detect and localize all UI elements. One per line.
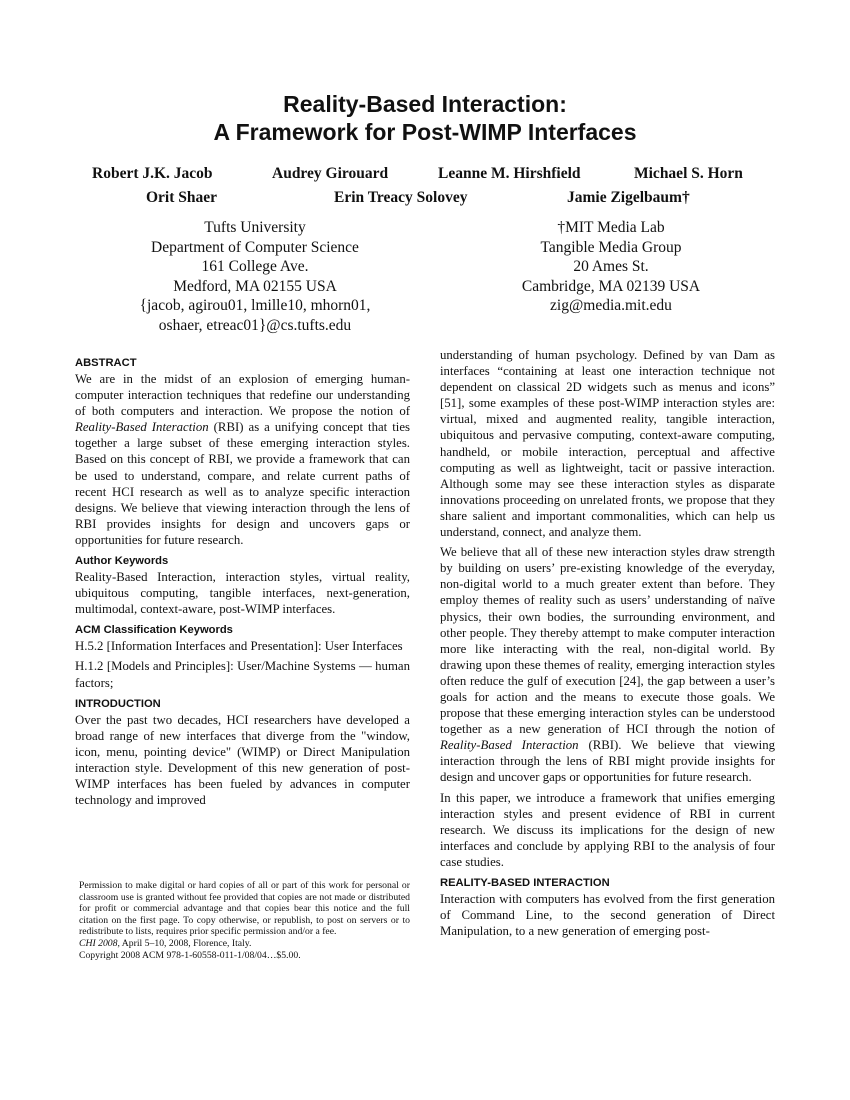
copyright-line: Copyright 2008 ACM 978-1-60558-011-1/08/04…$5.00. xyxy=(79,949,301,961)
affiliation-line: Department of Computer Science xyxy=(151,238,359,256)
affiliation-line: Tufts University xyxy=(204,219,306,236)
affiliation-line: Medford, MA 02155 USA xyxy=(173,277,337,295)
affiliation-line: {jacob, agirou01, lmille10, mhorn01, xyxy=(139,297,371,314)
acm-classification-line: H.1.2 [Models and Principles]: User/Machine Systems — human factors; xyxy=(75,659,410,690)
left-column xyxy=(75,356,410,812)
rbi-heading: REALITY-BASED INTERACTION xyxy=(440,877,610,889)
affiliation-line: zig@media.mit.edu xyxy=(550,297,672,314)
affiliation-mit xyxy=(450,218,772,316)
affiliation-line: Tangible Media Group xyxy=(540,238,682,256)
affiliation-line: 161 College Ave. xyxy=(201,258,309,275)
author-name: Orit Shaer xyxy=(146,189,218,206)
author-name: Audrey Girouard xyxy=(272,165,389,182)
body-paragraph: In this paper, we introduce a framework that unifies emerging interaction styles and present evidence of RBI in current research. We discuss its implications for the design of new interfaces and conclude by applying RBI to the analysis of four case studies. xyxy=(440,790,775,869)
conference-line: CHI 2008, April 5–10, 2008, Florence, Italy. xyxy=(79,937,252,949)
permission-notice: Permission to make digital or hard copies of all or part of this work for personal or classroom use is granted without fee provided that copies are not made or distributed for profit or commercial advantage and that copies bear this notice and the full citation on the first page. To copy otherwise, or republish, to post on servers or to redistribute to lists, requires prior specific permission and/or a fee. xyxy=(79,880,410,938)
permission-block xyxy=(79,880,410,961)
affiliation-line: 20 Ames St. xyxy=(573,258,649,275)
author-keywords-text: Reality-Based Interaction, interaction styles, virtual reality, ubiquitous computing, tangible interfaces, next-generation, multimodal, context-aware, post-WIMP interfaces. xyxy=(75,570,410,617)
introduction-paragraph: Over the past two decades, HCI researchers have developed a broad range of new interfaces that diverge from the "window, icon, menu, pointing device" (WIMP) or Direct Manipulation interaction style. Development of this new generation of post-WIMP interfaces has been fueled by advances in computer technology and improved xyxy=(75,712,410,808)
abstract-heading: ABSTRACT xyxy=(75,357,137,369)
author-name: Jamie Zigelbaum† xyxy=(567,189,690,206)
author-name: Michael S. Horn xyxy=(634,165,743,182)
affiliation-line: oshaer, etreac01}@cs.tufts.edu xyxy=(158,316,352,334)
author-keywords-heading: Author Keywords xyxy=(75,555,169,568)
affiliation-tufts xyxy=(90,218,420,335)
author-name: Leanne M. Hirshfield xyxy=(438,165,581,182)
author-name: Robert J.K. Jacob xyxy=(92,165,213,182)
paper-title-line-1: Reality-Based Interaction: xyxy=(283,91,567,117)
affiliation-line: Cambridge, MA 02139 USA xyxy=(521,277,701,295)
abstract-paragraph: We are in the midst of an explosion of emerging human-computer interaction techniques that redefine our understanding of both computers and interaction. We propose the notion of Reality-Based Interaction (RBI) as a unifying concept that ties together a large subset of these emerging interaction styles. Based on this concept of RBI, we provide a framework that can be used to understand, compare, and relate current paths of recent HCI research as well as to analyze specific interaction designs. We believe that viewing interaction through the lens of RBI provides insights for design and uncovers gaps or opportunities for future research. xyxy=(75,372,410,547)
affiliation-line: †MIT Media Lab xyxy=(557,219,665,236)
introduction-heading: INTRODUCTION xyxy=(75,697,161,710)
body-paragraph: We believe that all of these new interaction styles draw strength by building on users’ pre-existing knowledge of the everyday, non-digital world to a much greater extent than before. They employ themes of reality such as users’ understanding of naïve physics, their own bodies, the surrounding environment, and other people. They thereby attempt to make computer interaction more like interacting with the real, non-digital world. By drawing upon these themes of reality, emerging interaction styles often reduce the gulf of execution [24], the gap between a user’s goals for action and the means to execute those goals. We propose that these emerging interaction styles can be understood together as a new generation of HCI through the notion of Reality-Based Interaction (RBI). We believe that viewing interaction through the lens of RBI might provide insights for design and uncover gaps or opportunities for future research. xyxy=(440,545,775,785)
acm-classification-heading: ACM Classification Keywords xyxy=(75,624,233,637)
body-paragraph: understanding of human psychology. Defined by van Dam as interfaces “containing at least one interaction technique not dependent on classical 2D widgets such as menus and icons” [51], some examples of these post-WIMP interaction styles are: virtual, mixed and augmented reality, tangible interaction, ubiquitous and pervasive computing, context-aware computing, handheld, or mobile interaction, perceptual and affective computing as well as lightweight, tacit or passive interaction. Although some may see these interaction styles as disparate innovations proceeding on unrelated fronts, we propose that they share salient and important commonalities, which can help us understand, connect, and analyze them. xyxy=(440,348,775,540)
right-column xyxy=(440,347,775,943)
body-paragraph: Interaction with computers has evolved from the first generation of Command Line, to the second generation of Direct Manipulation, to a new generation of emerging post- xyxy=(440,892,775,939)
acm-classification-line: H.5.2 [Information Interfaces and Presentation]: User Interfaces xyxy=(75,639,403,654)
author-name: Erin Treacy Solovey xyxy=(334,189,468,206)
paper-title-line-2: A Framework for Post-WIMP Interfaces xyxy=(213,119,637,145)
